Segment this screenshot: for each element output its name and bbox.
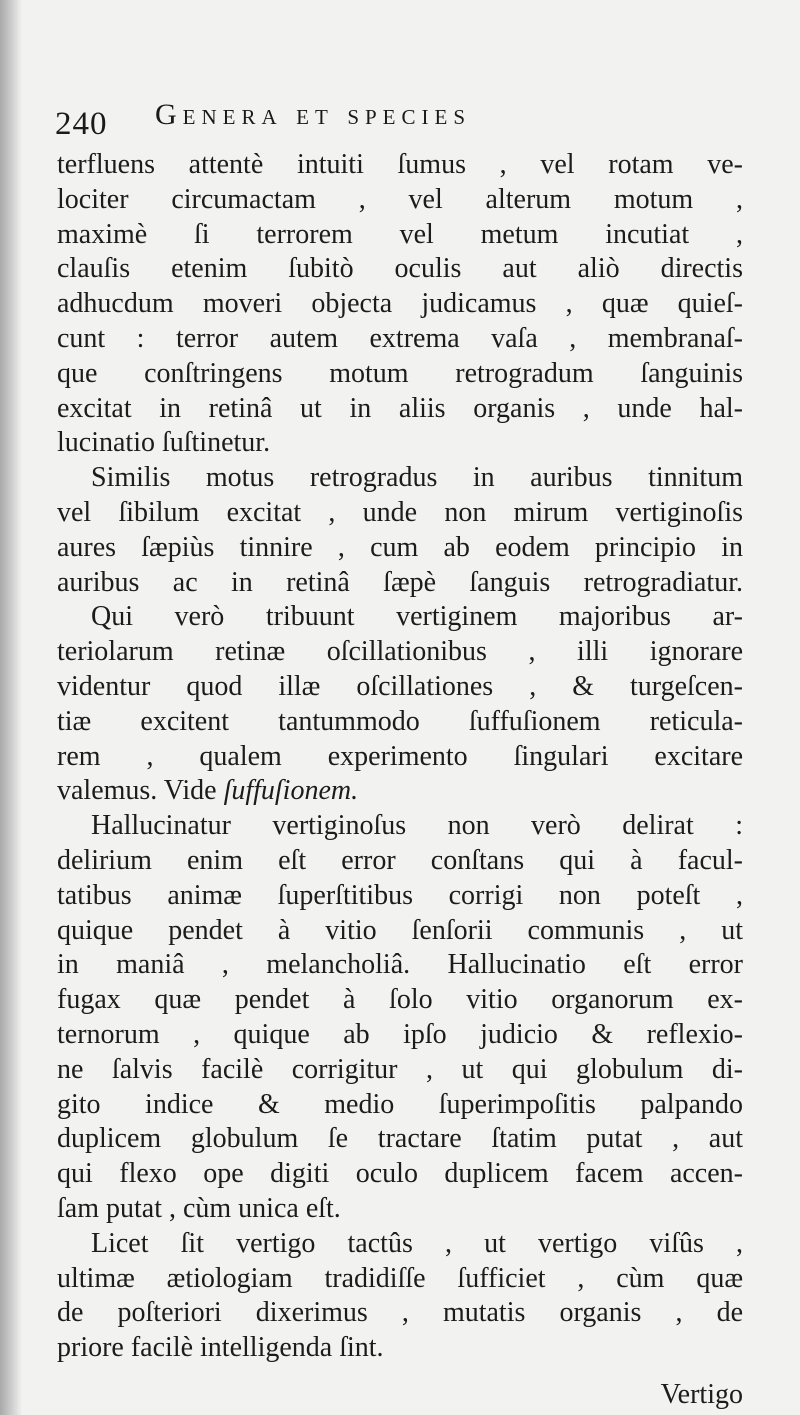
- text-line: gito indice & medio ſuperimpoſitis palpando: [57, 1088, 743, 1120]
- running-head: Genera et species: [155, 98, 472, 131]
- text-line: videntur quod illæ oſcillationes , & turgeſcen-: [57, 670, 743, 702]
- body-text: [57, 148, 743, 1413]
- text-line: excitat in retinâ ut in aliis organis , unde hal-: [57, 392, 743, 424]
- text-line: Qui verò tribuunt vertiginem majoribus ar-: [91, 601, 743, 633]
- text-line: quique pendet à vitio ſenſorii communis , ut: [57, 914, 743, 946]
- text-line: teriolarum retinæ oſcillationibus , illi ignorare: [57, 636, 743, 668]
- text-line: lucinatio ſuſtinetur.: [57, 427, 271, 459]
- text-line: vel ſibilum excitat , unde non mirum vertiginoſis: [57, 496, 743, 528]
- text-line: lociter circumactam , vel alterum motum ,: [57, 183, 743, 215]
- catchword: Vertigo: [660, 1378, 743, 1410]
- italic-reference: ſuffuſionem.: [223, 775, 359, 807]
- text-line: in maniâ , melancholiâ. Hallucinatio eſt error: [57, 949, 743, 981]
- text-line: adhucdum moveri objecta judicamus , quæ quieſ-: [57, 288, 743, 320]
- text-line: que conſtringens motum retrogradum ſanguinis: [57, 357, 743, 389]
- text-line: Licet ſit vertigo tactûs , ut vertigo viſûs ,: [91, 1227, 743, 1259]
- text-line: [57, 774, 743, 809]
- text-line: tiæ excitent tantummodo ſuffuſionem reticula-: [57, 705, 743, 737]
- text-line: maximè ſi terrorem vel metum incutiat ,: [57, 218, 743, 250]
- text-line: rem , qualem experimento ſingulari excitare: [57, 740, 743, 772]
- page-header: [55, 98, 775, 148]
- text-line: qui flexo ope digiti oculo duplicem facem accen-: [57, 1158, 743, 1190]
- page-number: 240: [55, 106, 108, 142]
- text-line: de poſteriori dixerimus , mutatis organis , de: [57, 1297, 743, 1329]
- text-line: ſam putat , cùm unica eſt.: [57, 1192, 341, 1224]
- text-line: duplicem globulum ſe tractare ſtatim putat , aut: [57, 1123, 743, 1155]
- text-line: Similis motus retrogradus in auribus tinnitum: [91, 462, 743, 494]
- text-line: cunt : terror autem extrema vaſa , membranaſ-: [57, 322, 743, 354]
- text-line: priore facilè intelligenda ſint.: [57, 1332, 384, 1364]
- text-line-start: valemus. Vide: [57, 775, 217, 807]
- text-line: ne ſalvis facilè corrigitur , ut qui globulum di-: [57, 1053, 743, 1085]
- text-line: delirium enim eſt error conſtans qui à facul-: [57, 844, 743, 876]
- text-line: tatibus animæ ſuperſtitibus corrigi non poteſt ,: [57, 879, 743, 911]
- text-line: ultimæ ætiologiam tradidiſſe ſufficiet , cùm quæ: [57, 1262, 743, 1294]
- text-line: aures ſæpiùs tinnire , cum ab eodem principio in: [57, 531, 743, 563]
- page-gutter-shadow: [0, 0, 22, 1415]
- text-line: terfluens attentè intuiti ſumus , vel rotam ve-: [57, 149, 743, 180]
- text-line: clauſis etenim ſubitò oculis aut aliò directis: [57, 253, 743, 285]
- text-line: auribus ac in retinâ ſæpè ſanguis retrogradiatur.: [57, 566, 743, 598]
- text-line: Hallucinatur vertiginoſus non verò delirat :: [91, 810, 743, 842]
- text-line: fugax quæ pendet à ſolo vitio organorum ex-: [57, 984, 743, 1016]
- text-line: ternorum , quique ab ipſo judicio & reflexio-: [57, 1018, 743, 1050]
